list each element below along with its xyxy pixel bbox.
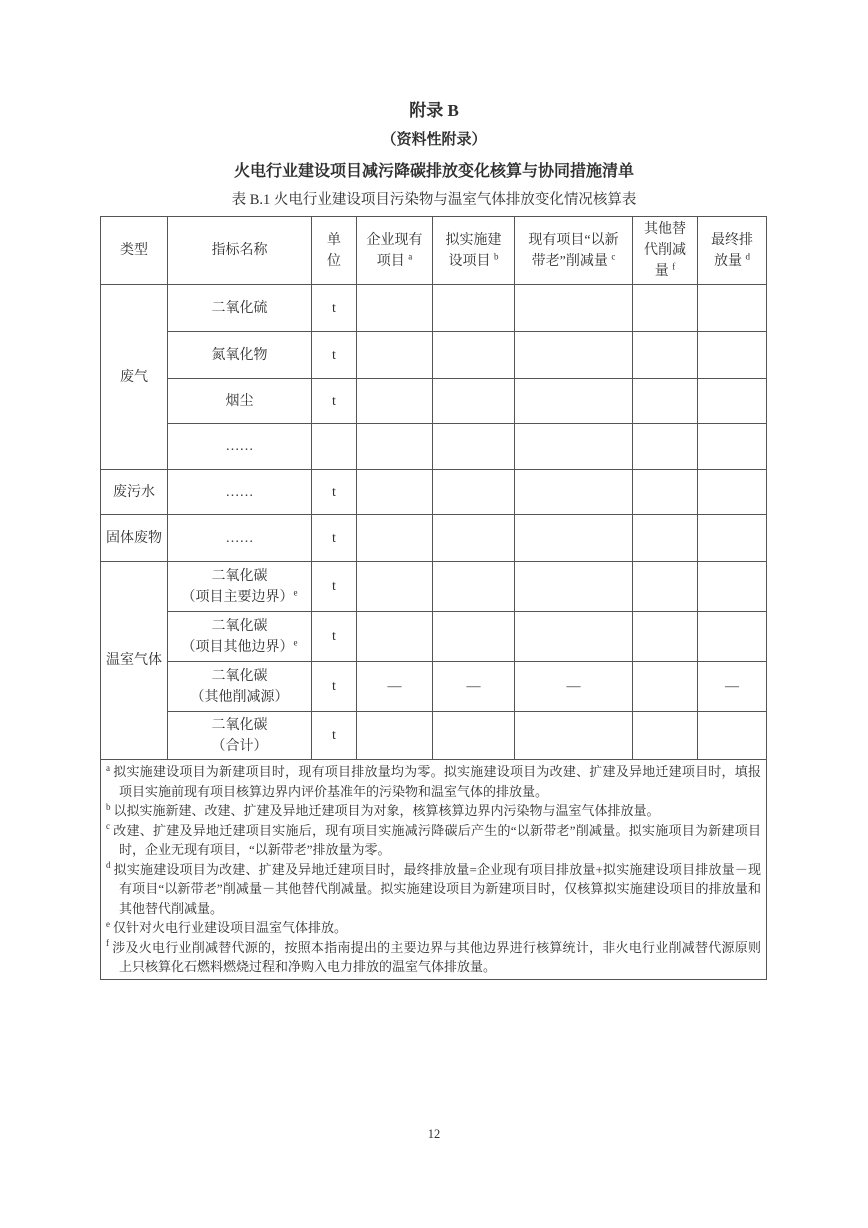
table-row [101,470,767,515]
indicator-line2-text: （其他削减源） [190,689,289,705]
value-cell [515,712,633,760]
value-cell [433,562,515,612]
col-header-old-offset-reduction [515,217,633,285]
indicator-line2 [173,687,306,708]
indicator-name [168,332,312,379]
value-cell [698,332,767,379]
page-number: 12 [427,1127,441,1141]
footnote-text: 涉及火电行业削减替代源的，按照本指南提出的主要边界与其他边界进行核算统计，非火电行业削减替代源原则上只核算化石燃料燃烧过程和净购入电力排放的温室气体排放量。 [112,939,761,974]
value-cell [515,332,633,379]
value-cell [433,332,515,379]
footnote-text: 仅针对火电行业建设项目温室气体排放。 [113,920,348,935]
footnote-c [106,821,761,860]
doc-title: 火电行业建设项目减污降碳排放变化核算与协同措施清单 [233,163,634,180]
table-row [101,515,767,562]
col-header-sup: b [494,250,499,261]
value-cell [698,612,767,662]
indicator-line1: 二氧化硫 [211,300,268,316]
indicator-line1: …… [225,439,254,454]
row-group-wastewater: 废污水 [101,470,168,515]
table-row [101,662,767,712]
value-cell [433,712,515,760]
value-cell [357,562,433,612]
row-group-solid-waste: 固体废物 [101,515,168,562]
unit-cell: t [312,712,357,760]
row-group-waste-gas: 废气 [101,285,168,470]
value-cell [357,332,433,379]
value-cell [357,515,433,562]
indicator-sup: e [293,636,298,647]
footnote-text: 拟实施建设项目为新建项目时，现有项目排放量均为零。拟实施建设项目为改建、扩建及异地迁建项目时，填报项目实施前现有项目核算边界内评价基准年的污染物和温室气体的排放量。 [113,764,761,799]
value-cell [357,612,433,662]
value-cell [633,515,698,562]
table-row [101,332,767,379]
value-cell [357,285,433,332]
value-cell [698,470,767,515]
indicator-line1: 二氧化碳 [211,618,268,634]
col-header-unit [312,217,357,285]
indicator-line1: 氮氧化物 [211,347,268,363]
col-header-sup: c [611,250,616,261]
value-cell [357,379,433,424]
indicator-name [168,515,312,562]
value-cell [633,470,698,515]
table-caption: 表 B.1 火电行业建设项目污染物与温室气体排放变化情况核算表 [231,192,637,208]
value-cell [515,285,633,332]
table-row [101,379,767,424]
value-cell: — [698,662,767,712]
indicator-name [168,285,312,332]
value-cell [698,712,767,760]
value-cell: — [357,662,433,712]
value-cell [433,285,515,332]
indicator-line1: 二氧化碳 [211,668,268,684]
indicator-line1: …… [225,484,254,500]
col-header-other-substitute-reduction [633,217,698,285]
indicator-line2-text: （项目其他边界） [181,639,294,655]
value-cell [633,379,698,424]
col-header-sup: a [408,250,413,261]
row-group-greenhouse-gas: 温室气体 [101,562,168,760]
unit-cell: t [312,470,357,515]
indicator-line1: 二氧化碳 [211,717,268,733]
appendix-label: 附录 B [409,101,459,120]
indicator-line1: 烟尘 [225,393,254,409]
footnote-marker: a [106,762,110,773]
value-cell [433,612,515,662]
col-header-proposed-project [433,217,515,285]
col-header-label: 其他替代削减量 [644,222,686,279]
value-cell [515,424,633,470]
unit-cell [312,424,357,470]
col-header-label: 最终排放量 [711,232,753,269]
indicator-sup: e [293,586,298,597]
value-cell [515,562,633,612]
value-cell [633,562,698,612]
value-cell [433,470,515,515]
indicator-line2-text: （项目主要边界） [181,589,294,605]
value-cell: — [433,662,515,712]
accounting-table [100,216,767,980]
value-cell [433,515,515,562]
footnote-e [106,918,761,938]
indicator-line2 [173,637,306,658]
footnote-a [106,762,761,801]
unit-cell: t [312,662,357,712]
value-cell [698,424,767,470]
indicator-name [168,712,312,760]
value-cell [633,612,698,662]
indicator-name [168,662,312,712]
col-header-type [101,217,168,285]
table-header-row [101,217,767,285]
indicator-name [168,379,312,424]
indicator-name [168,470,312,515]
indicator-name [168,562,312,612]
unit-cell: t [312,612,357,662]
indicator-line1: 二氧化碳 [211,568,268,584]
col-header-indicator [168,217,312,285]
unit-cell: t [312,515,357,562]
value-cell [698,379,767,424]
indicator-line2 [173,736,306,757]
table-row [101,562,767,612]
footnotes-cell [101,760,767,980]
appendix-type: （资料性附录） [381,132,487,148]
value-cell [357,712,433,760]
unit-cell: t [312,332,357,379]
unit-cell: t [312,379,357,424]
table-row [101,712,767,760]
footnote-marker: f [106,938,109,949]
indicator-name [168,424,312,470]
indicator-line1: …… [225,530,254,546]
col-header-label: 拟实施建设项目 [445,232,502,269]
value-cell: — [515,662,633,712]
value-cell [515,515,633,562]
unit-cell: t [312,562,357,612]
footnote-text: 拟实施建设项目为改建、扩建及异地迁建项目时，最终排放量=企业现有项目排放量+拟实施建设项目排放量－现有项目“以新带老”削减量－其他替代削减量。拟实施建设项目为新建项目时，仅核算拟实施建设项目的排放量和其他替代削减量。 [113,861,761,916]
value-cell [357,424,433,470]
col-header-label: 单位 [327,232,341,269]
value-cell [698,285,767,332]
footnote-b [106,801,761,821]
indicator-line2-text: （合计） [211,738,268,754]
footnote-marker: c [106,821,110,832]
value-cell [633,332,698,379]
footnote-f [106,938,761,977]
value-cell [357,470,433,515]
value-cell [698,515,767,562]
col-header-sup: d [745,250,750,261]
footnote-marker: b [106,801,111,812]
table-row [101,612,767,662]
value-cell [633,712,698,760]
footnote-text: 改建、扩建及异地迁建项目实施后，现有项目实施减污降碳后产生的“以新带老”削减量。拟实施项目为新建项目时，企业无现有项目，“以新带老”排放量为零。 [113,822,761,857]
value-cell [433,379,515,424]
value-cell [633,285,698,332]
value-cell [515,379,633,424]
col-header-existing-project [357,217,433,285]
footnote-marker: d [106,860,111,871]
col-header-final-emission [698,217,767,285]
footnotes-row [101,760,767,980]
value-cell [515,470,633,515]
footnote-d [106,860,761,919]
value-cell [633,662,698,712]
value-cell [698,562,767,612]
value-cell [433,424,515,470]
indicator-name [168,612,312,662]
table-row [101,285,767,332]
footnote-marker: e [106,918,110,929]
indicator-line2 [173,587,306,608]
col-header-label: 现有项目“以新带老”削减量 [528,232,619,269]
col-header-label: 企业现有项目 [366,232,423,269]
unit-cell: t [312,285,357,332]
col-header-label: 类型 [120,243,148,258]
table-row [101,424,767,470]
col-header-label: 指标名称 [211,243,268,258]
value-cell [633,424,698,470]
footnote-text: 以拟实施新建、改建、扩建及异地迁建项目为对象，核算核算边界内污染物与温室气体排放量。 [113,803,660,818]
col-header-sup: f [672,261,676,272]
value-cell [515,612,633,662]
